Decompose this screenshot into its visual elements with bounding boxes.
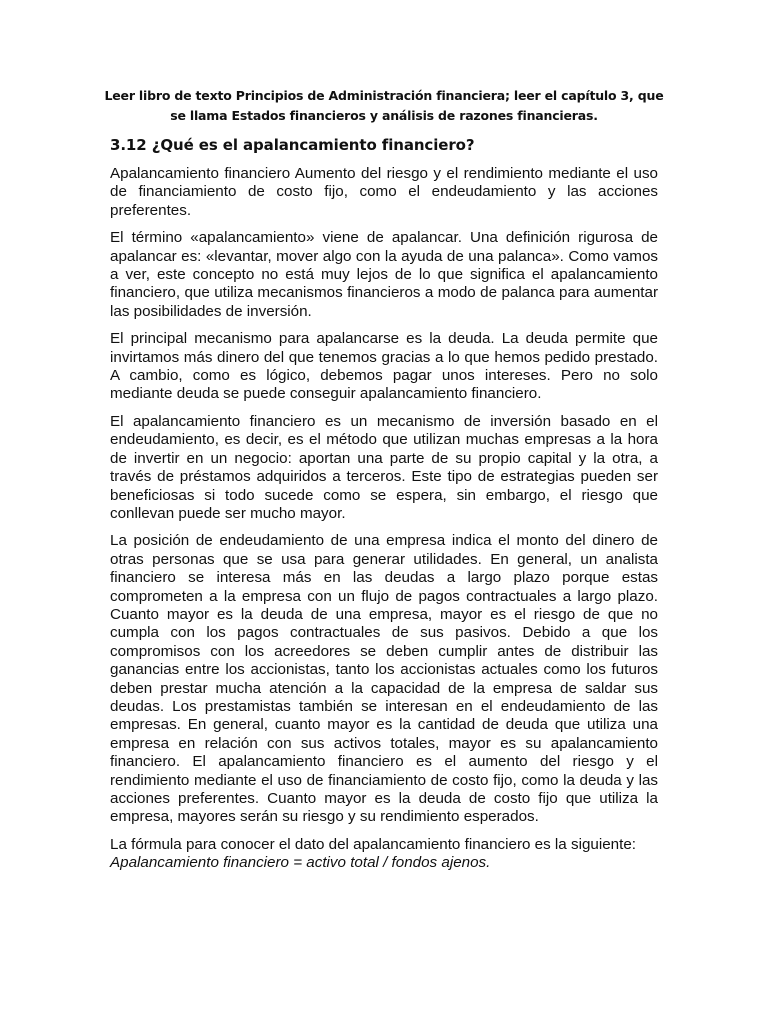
section-body [110,165,658,873]
paragraph-debt-position: La posición de endeudamiento de una empresa indica el monto del dinero de otras personas que se usa para generar utilidades. En general, un analista financiero se interesa más en las deudas a largo plazo porque estas comprometen a la empresa con un flujo de pagos contractuales a largo plazo. Cuanto mayor es la deuda de una empresa, mayor es el riesgo de que no cumpla con los pagos contractuales de sus pasivos. Debido a que los compromisos con los acreedores se deben cumplir antes de distribuir las ganancias entre los accionistas, tanto los accionistas actuales como los futuros deben prestar mucha atención a la capacidad de la empresa de saldar sus deudas. Los prestamistas también se interesan en el endeudamiento de las empresas. En general, cuanto mayor es la cantidad de deuda que utiliza una empresa en relación con sus activos totales, mayor es su apalancamiento financiero. El apalancamiento financiero es el aumento del riesgo y el rendimiento mediante el uso de financiamiento de costo fijo, como la deuda y las acciones preferentes. Cuanto mayor es la deuda de costo fijo que utiliza la empresa, mayores serán su riesgo y su rendimiento esperados. [110,532,658,826]
paragraph-term-origin: El término «apalancamiento» viene de apalancar. Una definición rigurosa de apalancar es: «levantar, mover algo con la ayuda de una palanca». Como vamos a ver, este concepto no está muy lejos de lo que significa el apalancamiento financiero, que utiliza mecanismos financieros a modo de palanca para aumentar las posibilidades de inversión. [110,229,658,320]
paragraph-debt-mechanism: El principal mecanismo para apalancarse es la deuda. La deuda permite que invirtamos más dinero del que tenemos gracias a lo que hemos pedido prestado. A cambio, como es lógico, debemos pagar unos intereses. Pero no solo mediante deuda se puede conseguir apalancamiento financiero. [110,330,658,403]
section-heading: 3.12 ¿Qué es el apalancamiento financiero? [110,136,475,154]
formula-intro: La fórmula para conocer el dato del apalancamiento financiero es la siguiente: [110,835,636,853]
paragraph-investment-mechanism: El apalancamiento financiero es un mecanismo de inversión basado en el endeudamiento, es decir, es el método que utilizan muchas empresas a la hora de invertir en un negocio: aportan una parte de su propio capital y la otra, a través de préstamos adquiridos a terceros. Este tipo de estrategias pueden ser beneficiosas si todo sucede como se espera, sin embargo, el riesgo que conllevan puede ser mucho mayor. [110,412,658,522]
reading-instruction: Leer libro de texto Principios de Administración financiera; leer el capítulo 3, que se llama Estados financieros y análisis de razones financieras. [104,88,664,123]
paragraph-definition: Apalancamiento financiero Aumento del riesgo y el rendimiento mediante el uso de financiamiento de costo fijo, como el endeudamiento y las acciones preferentes. [110,165,658,219]
formula: Apalancamiento financiero = activo total / fondos ajenos. [110,854,491,872]
